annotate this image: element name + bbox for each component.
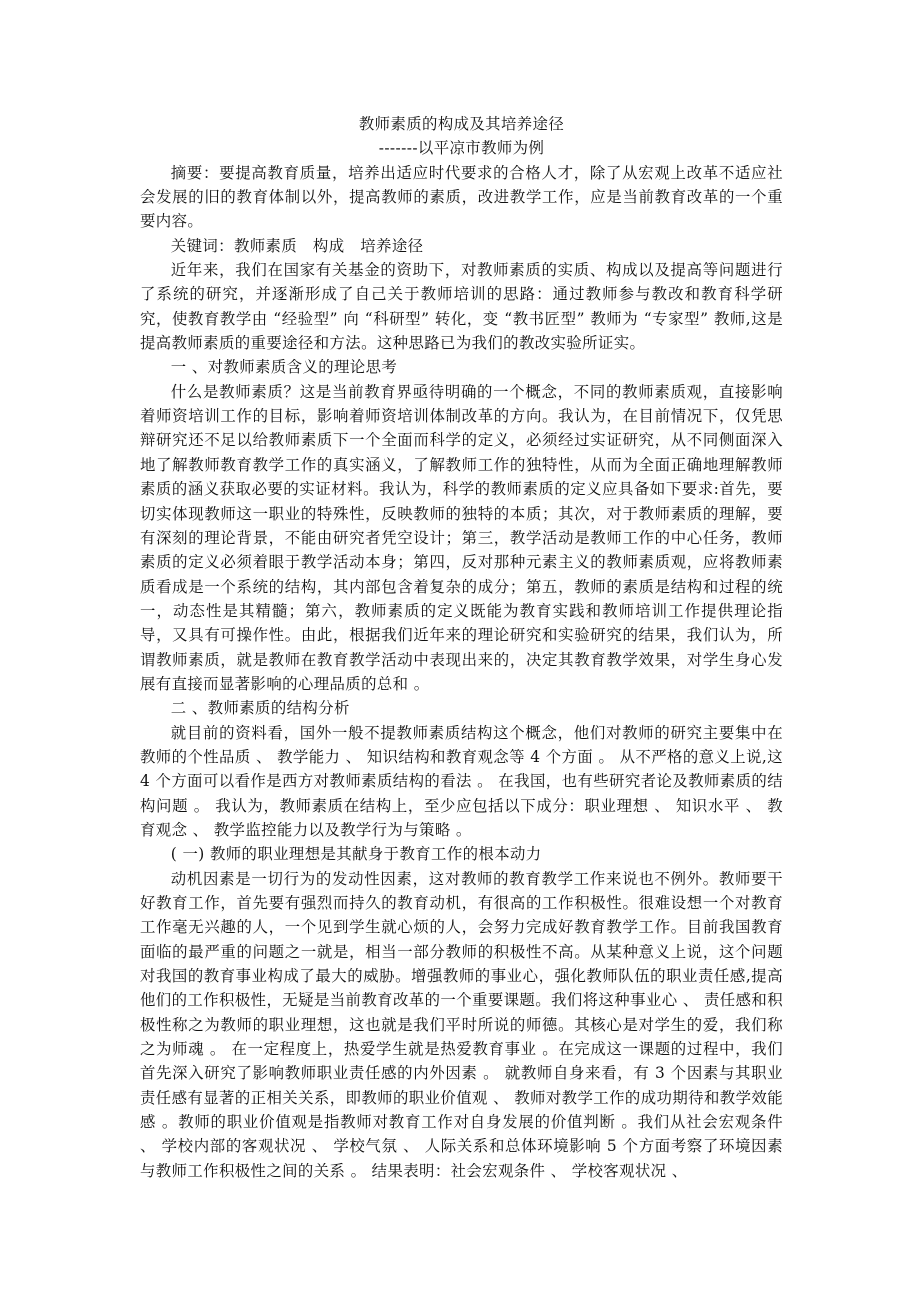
section1-paragraph: 什么是教师素质？这是当前教育界亟待明确的一个概念，不同的教师素质观，直接影响着师资培训工作的目标，影响着师资培训体制改革的方向。我认为，在目前情况下，仅凭思辩研究还不足以给教师素质下一个全面而科学的定义，必须经过实证研究，从不同侧面深入地了解教师教育教学工作的真实涵义，了解教师工作的独特性，从而为全面正确地理解教师素质的涵义获取必要的实证材料。我认为，科学的教师素质的定义应具备如下要求:首先，要切实体现教师这一职业的特殊性，反映教师的独特的本质；其次，对于教师素质的理解，要有深刻的理论背景，不能由研究者凭空设计；第三，教学活动是教师工作的中心任务，教师素质的定义必须着眼于教学活动本身；第四，反对那种元素主义的教师素质观，应将教师素质看成是一个系统的结构，其内部包含着复杂的成分；第五，教师的素质是结构和过程的统一，动态性是其精髓；第六，教师素质的定义既能为教育实践和教师培训工作提供理论指导，又具有可操作性。由此，根据我们近年来的理论研究和实验研究的结果，我们认为，所谓教师素质，就是教师在教育教学活动中表现出来的，决定其教育教学效果，对学生身心发展有直接而显著影响的心理品质的总和 。 xyxy=(140,382,783,693)
subsection-heading-1: ( 一) 教师的职业理想是其献身于教育工作的根本动力 xyxy=(170,845,542,864)
document-page xyxy=(140,112,783,1183)
keywords-line: 关键词：教师素质 构成 培养途径 xyxy=(170,236,424,255)
subsection1-paragraph: 动机因素是一切行为的发动性因素，这对教师的教育教学工作来说也不例外。教师要干好教育工作，首先要有强烈而持久的教育动机，有很高的工作积极性。很难设想一个对教育工作毫无兴趣的人，一个见到学生就心烦的人，会努力完成好教育教学工作。目前我国教育面临的最严重的问题之一就是，相当一部分教师的积极性不高。从某种意义上说，这个问题对我国的教育事业构成了最大的威胁。增强教师的事业心，强化教师队伍的职业责任感,提高他们的工作积极性，无疑是当前教育改革的一个重要课题。我们将这种事业心 、 责任感和积极性称之为教师的职业理想，这也就是我们平时所说的师德。其核心是对学生的爱，我们称之为师魂 。 在一定程度上，热爱学生就是热爱教育事业 。在完成这一课题的过程中，我们首先深入研究了影响教师职业责任感的内外因素 。 就教师自身来看，有 3 个因素与其职业责任感有显著的正相关关系，即教师的职业价值观 、 教师对教学工作的成功期待和教学效能感 。教师的职业价值观是指教师对教育工作对自身发展的价值判断 。我们从社会宏观条件 、 学校内部的客观状况 、 学校气氛 、 人际关系和总体环境影响 5 个方面考察了环境因素与教师工作积极性之间的关系 。 结果表明：社会宏观条件 、 学校客观状况 、 xyxy=(140,869,783,1180)
section2-paragraph: 就目前的资料看，国外一般不提教师素质结构这个概念，他们对教师的研究主要集中在教师的个性品质 、 教学能力 、 知识结构和教育观念等 4 个方面 。 从不严格的意义上说,这 4 个方面可以看作是西方对教师素质结构的看法 。 在我国，也有些研究者论及教师素质的结构问题 。 我认为，教师素质在结构上，至少应包括以下成分：职业理想 、 知识水平 、 教育观念 、 教学监控能力以及教学行为与策略 。 xyxy=(140,723,783,839)
section-heading-2: 二 、教师素质的结构分析 xyxy=(170,699,350,718)
intro-paragraph: 近年来，我们在国家有关基金的资助下，对教师素质的实质、构成以及提高等问题进行了系统的研究，并逐渐形成了自己关于教师培训的思路：通过教师参与教改和教育科学研究，使教育教学由 “经验型” 向 “科研型” 转化，变 “教书匠型” 教师为 “专家型” 教师,这是提高教师素质的重要途径和方法。这种思路已为我们的教改实验所证实。 xyxy=(140,261,783,353)
document-subtitle: -------以平凉市教师为例 xyxy=(378,139,545,158)
abstract-paragraph: 摘要：要提高教育质量，培养出适应时代要求的合格人才，除了从宏观上改革不适应社会发展的旧的教育体制以外，提高教师的素质，改进教学工作，应是当前教育改革的一个重要内容。 xyxy=(140,163,783,231)
document-title: 教师素质的构成及其培养途径 xyxy=(358,115,565,133)
section-heading-1: 一 、对教师素质含义的理论思考 xyxy=(170,358,398,377)
